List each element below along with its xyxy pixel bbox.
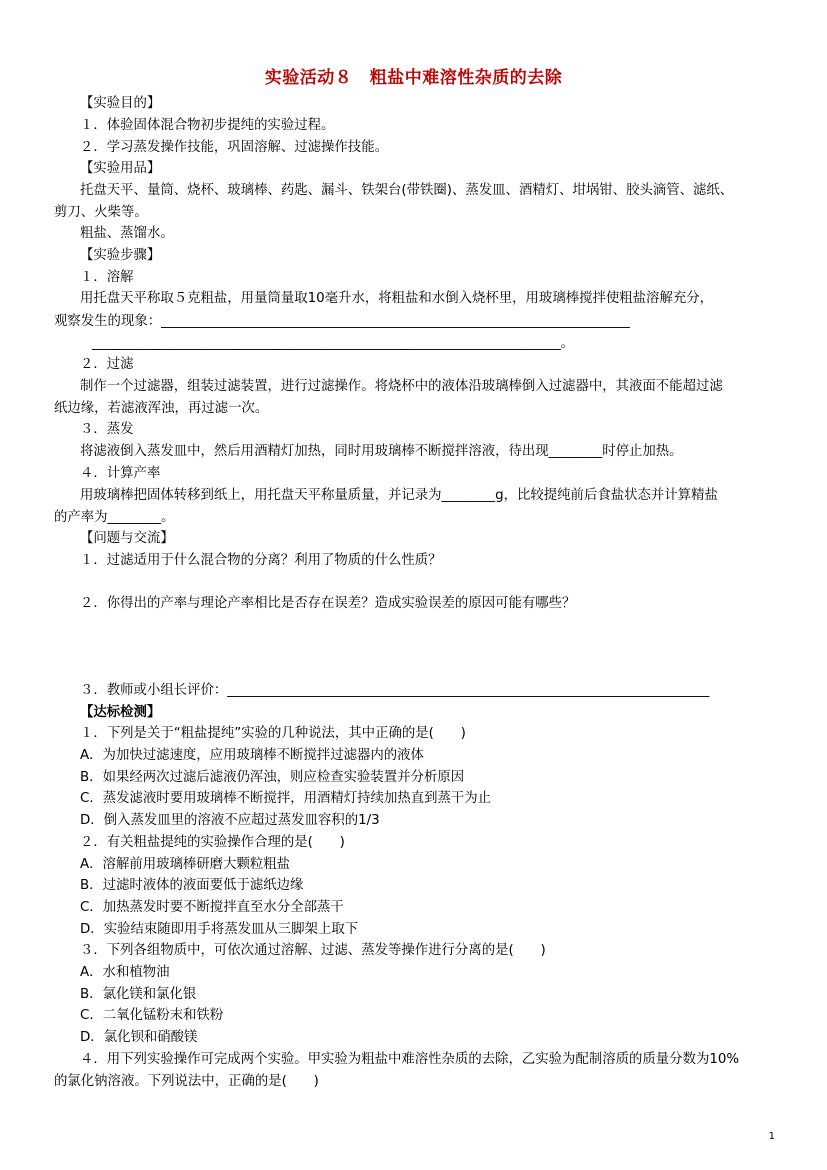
section-materials-heading: 【实验用品】 bbox=[80, 161, 161, 176]
test-question-4-line-1: ４．用下列实验操作可完成两个实验。甲实验为粗盐中难溶性杂质的去除，乙实验为配制溶质的质量分数为10% bbox=[80, 1052, 740, 1067]
materials-line-2: 剪刀、火柴等。 bbox=[54, 205, 148, 220]
test-question-1-option-a: A．为加快过滤速度，应用玻璃棒不断搅拌过滤器内的液体 bbox=[80, 748, 424, 763]
test-question-1-option-c: C．蒸发滤液时要用玻璃棒不断搅拌，用酒精灯持续加热直到蒸干为止 bbox=[80, 791, 492, 806]
test-question-1: １．下列是关于“粗盐提纯”实验的几种说法，其中正确的是( ) bbox=[80, 726, 466, 741]
section-steps-heading: 【实验步骤】 bbox=[80, 248, 161, 263]
test-question-2-option-b: B．过滤时液体的液面要低于滤纸边缘 bbox=[80, 878, 304, 893]
step-2-line-2: 纸边缘，若滤液浑浊，再过滤一次。 bbox=[54, 401, 269, 416]
section-test-heading: 【达标检测】 bbox=[80, 705, 161, 720]
step-1-line-2: 观察发生的现象：______________________________________________________________________ bbox=[54, 314, 630, 329]
step-2-line-1: 制作一个过滤器，组装过滤装置，进行过滤操作。将烧杯中的液体沿玻璃棒倒入过滤器中，其液面不能超过滤 bbox=[80, 379, 723, 394]
test-question-3: ３．下列各组物质中，可依次通过溶解、过滤、蒸发等操作进行分离的是( ) bbox=[80, 943, 546, 958]
test-question-3-option-a: A．水和植物油 bbox=[80, 965, 170, 980]
test-question-2-option-a: A．溶解前用玻璃棒研磨大颗粒粗盐 bbox=[80, 857, 291, 872]
step-4-line-1: 用玻璃棒把固体转移到纸上，用托盘天平称量质量，并记录为________g，比较提纯前后食盐状态并计算精盐 bbox=[80, 488, 718, 503]
test-question-2-option-d: D．实验结束随即用手将蒸发皿从三脚架上取下 bbox=[80, 922, 359, 937]
section-discussion-heading: 【问题与交流】 bbox=[80, 531, 174, 546]
step-4-title: ４．计算产率 bbox=[80, 466, 161, 481]
test-question-2-option-c: C．加热蒸发时要不断搅拌直至水分全部蒸干 bbox=[80, 900, 344, 915]
step-1-title: １．溶解 bbox=[80, 270, 134, 285]
purpose-item-1: １．体验固体混合物初步提纯的实验过程。 bbox=[80, 118, 335, 133]
test-question-3-option-c: C．二氧化锰粉末和铁粉 bbox=[80, 1008, 224, 1023]
discussion-question-2: ２．你得出的产率与理论产率相比是否存在误差？造成实验误差的原因可能有哪些？ bbox=[80, 596, 576, 611]
step-2-title: ２．过滤 bbox=[80, 357, 134, 372]
page-title: 实验活动８ 粗盐中难溶性杂质的去除 bbox=[264, 68, 563, 88]
test-question-1-option-d: D．倒入蒸发皿里的溶液不应超过蒸发皿容积的1/3 bbox=[80, 813, 380, 828]
test-question-2: ２．有关粗盐提纯的实验操作合理的是( ) bbox=[80, 835, 345, 850]
step-1-line-3: ______________________________________________________________________。 bbox=[92, 336, 575, 351]
test-question-1-option-b: B．如果经两次过滤后滤液仍浑浊，则应检查实验装置并分析原因 bbox=[80, 770, 465, 785]
step-3-line-1: 将滤液倒入蒸发皿中，然后用酒精灯加热，同时用玻璃棒不断搅拌溶液，待出现________时停止加热。 bbox=[80, 444, 683, 459]
purpose-item-2: ２．学习蒸发操作技能，巩固溶解、过滤操作技能。 bbox=[80, 140, 388, 155]
section-purpose-heading: 【实验目的】 bbox=[80, 96, 161, 111]
test-question-3-option-d: D．氯化钡和硝酸镁 bbox=[80, 1030, 198, 1045]
discussion-question-3: ３．教师或小组长评价：________________________________________________________________________ bbox=[80, 683, 710, 698]
test-question-4-line-2: 的氯化钠溶液。下列说法中，正确的是( ) bbox=[54, 1074, 319, 1089]
materials-line-3: 粗盐、蒸馏水。 bbox=[80, 226, 174, 241]
step-1-line-1: 用托盘天平称取５克粗盐，用量筒量取10毫升水，将粗盐和水倒入烧杯里，用玻璃棒搅拌使粗盐溶解充分， bbox=[80, 291, 714, 306]
materials-line-1: 托盘天平、量筒、烧杯、玻璃棒、药匙、漏斗、铁架台(带铁圈)、蒸发皿、酒精灯、坩埚钳、胶头滴管、滤纸、 bbox=[80, 183, 734, 198]
discussion-question-1: １．过滤适用于什么混合物的分离？利用了物质的什么性质？ bbox=[80, 553, 442, 568]
page-number: 1 bbox=[768, 1131, 775, 1142]
step-4-line-2: 的产率为________。 bbox=[54, 510, 175, 525]
test-question-3-option-b: B．氯化镁和氯化银 bbox=[80, 987, 197, 1002]
step-3-title: ３．蒸发 bbox=[80, 422, 134, 437]
